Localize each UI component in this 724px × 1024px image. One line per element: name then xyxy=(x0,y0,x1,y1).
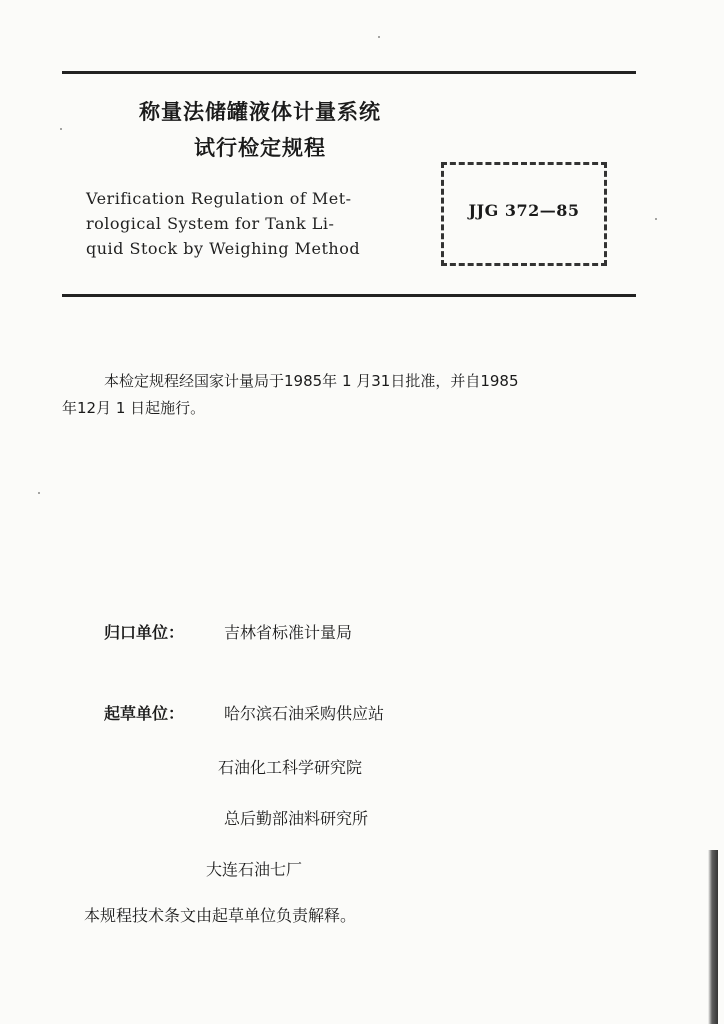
title-english-line: Verification Regulation of Met- xyxy=(86,189,352,208)
regulation-code-box xyxy=(441,162,607,266)
title-chinese-line1: 称量法储罐液体计量系统 xyxy=(139,100,381,124)
scan-speck xyxy=(38,492,40,494)
title-english-line: quid Stock by Weighing Method xyxy=(86,239,361,258)
responsible-unit-value: 吉林省标准计量局 xyxy=(224,623,353,642)
scan-speck xyxy=(378,36,380,38)
title-chinese-line2: 试行检定规程 xyxy=(194,136,326,160)
regulation-code: JJG 372—85 xyxy=(468,201,580,220)
interpretation-note: 本规程技术条文由起草单位负责解释。 xyxy=(84,906,357,925)
title-english-line: rological System for Tank Li- xyxy=(86,214,335,233)
scan-speck xyxy=(60,128,62,130)
top-rule xyxy=(62,71,636,74)
approval-line: 年12月 1 日起施行。 xyxy=(62,399,206,417)
drafting-unit-item: 大连石油七厂 xyxy=(206,860,303,879)
responsible-unit-label: 归口单位： xyxy=(104,623,185,642)
scan-speck xyxy=(655,218,657,220)
drafting-unit-item: 石油化工科学研究院 xyxy=(218,758,363,777)
drafting-unit-item: 哈尔滨石油采购供应站 xyxy=(224,704,385,723)
bottom-rule xyxy=(62,294,636,297)
drafting-unit-item: 总后勤部油料研究所 xyxy=(224,809,369,828)
scan-edge-shadow xyxy=(708,850,718,1024)
approval-paragraph xyxy=(62,368,642,422)
title-english xyxy=(86,186,416,261)
approval-line: 本检定规程经国家计量局于1985年 1 月31日批准，并自1985 xyxy=(104,372,519,390)
drafting-unit-label: 起草单位： xyxy=(104,704,185,723)
